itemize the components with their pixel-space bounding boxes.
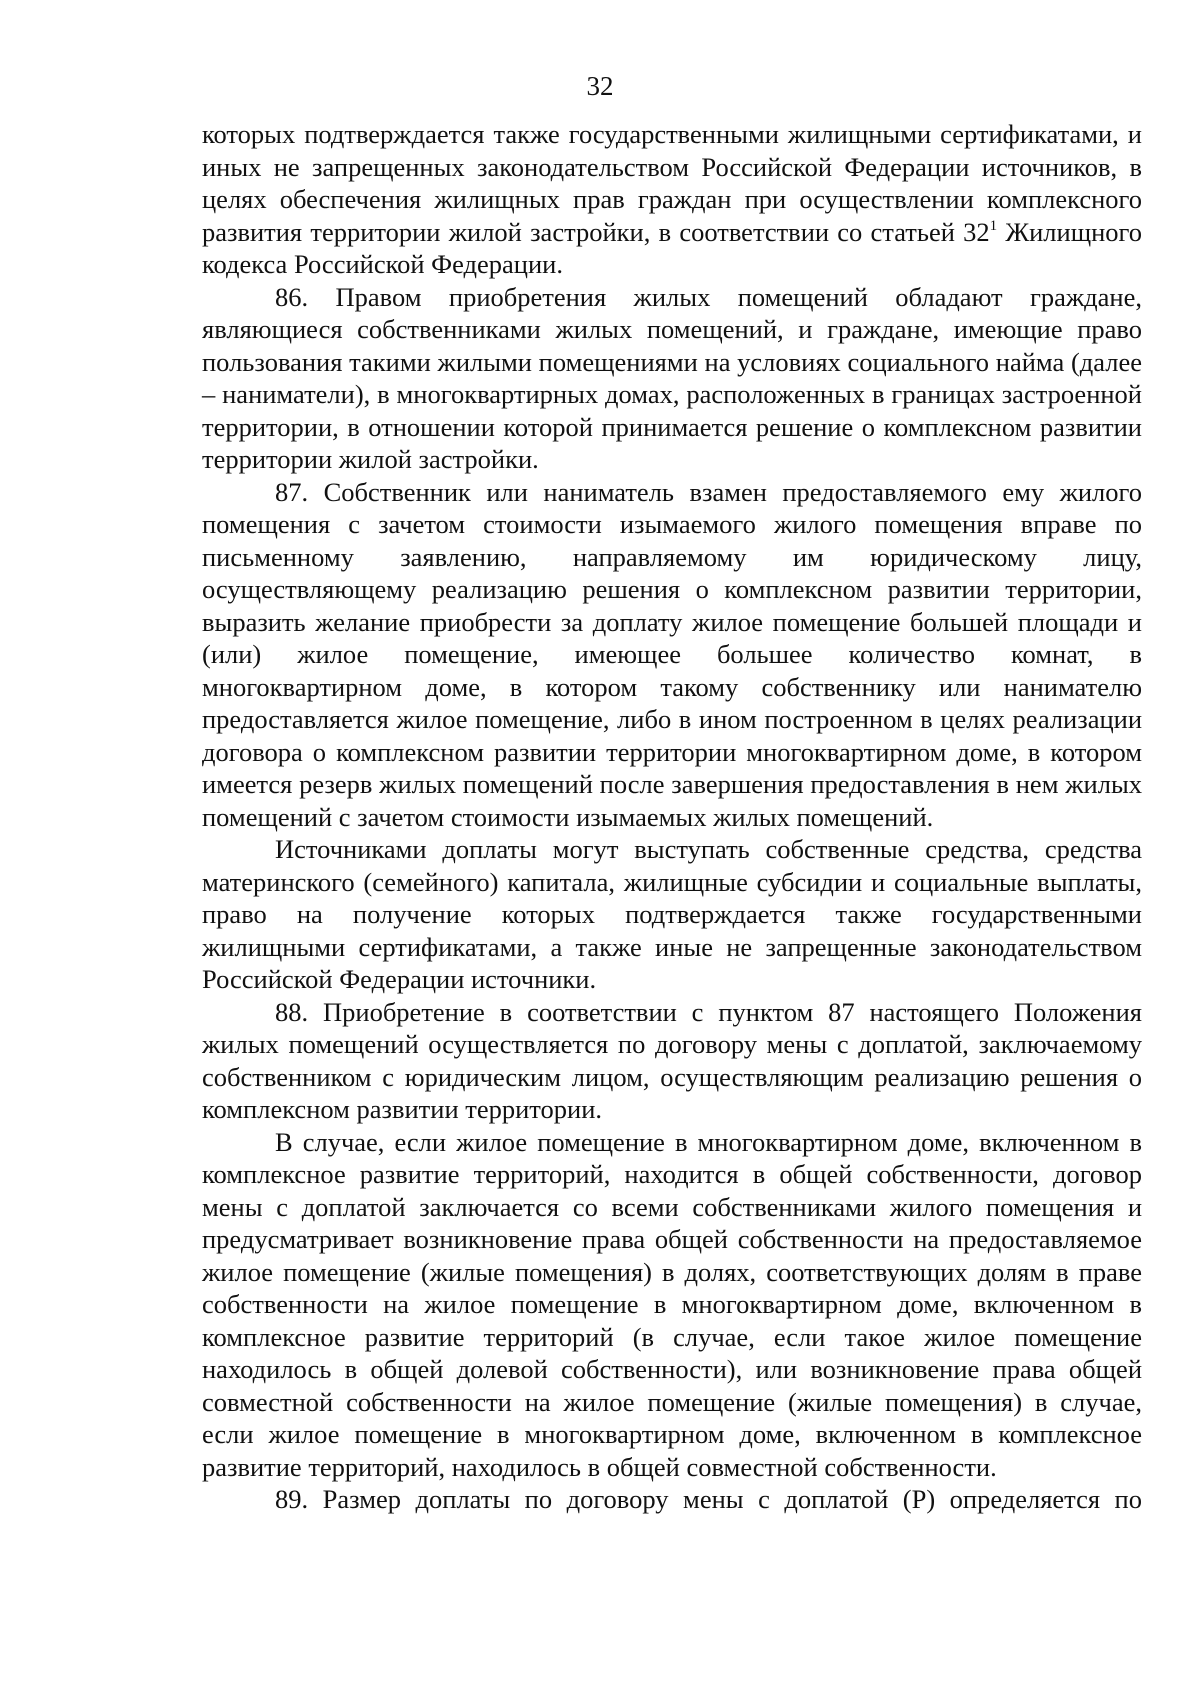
paragraph-text: которых подтверждается также государственными жилищными сертификатами, и иных не запрещенных законодательством Российской Федерации источников, в целях обеспечения жилищных прав граждан при осуществлении комплексного развития территории жилой застройки, в соответствии со статьей 32 [202,119,1142,247]
page-number: 32 [586,71,614,101]
paragraph-89: 89. Размер доплаты по договору мены с доплатой (Р) определяется по [275,1484,1142,1514]
paragraph-text: Жилищного кодекса Российской Федерации. [202,216,1142,279]
paragraph-continuation [202,118,1142,281]
paragraph-88: 88. Приобретение в соответствии с пунктом 87 настоящего Положения жилых помещений осуществляется по договору мены с доплатой, заключаемому собственником с юридическим лицом, осуществляющим реализацию решения о комплексном развитии территории. [202,996,1142,1124]
paragraph-88-common-ownership: В случае, если жилое помещение в многоквартирном доме, включенном в комплексное развитие территорий, находится в общей собственности, договор мены с доплатой заключается со всеми собственниками жилого помещения и предусматривает возникновение права общей собственности на предоставляемое жилое помещение (жилые помещения) в долях, соответствующих долям в праве собственности на жилое помещение в многоквартирном доме, включенном в комплексное развитие территорий (в случае, если такое жилое помещение находилось в общей долевой собственности), или возникновение права общей совместной собственности на жилое помещение (жилые помещения) в случае, если жилое помещение в многоквартирном доме, включенном в комплексное развитие территорий, находилось в общей совместной собственности. [202,1126,1142,1482]
paragraph-87-sources: Источниками доплаты могут выступать собственные средства, средства материнского (семейного) капитала, жилищные субсидии и социальные выплаты, право на получение которых подтверждается также государственными жилищными сертификатами, а также иные не запрещенные законодательством Российской Федерации источники. [202,834,1142,994]
paragraph-86: 86. Правом приобретения жилых помещений обладают граждане, являющиеся собственниками жилых помещений, и граждане, имеющие право пользования такими жилыми помещениями на условиях социального найма (далее – наниматели), в многоквартирных домах, расположенных в границах застроенной территории, в отношении которой принимается решение о комплексном развитии территории жилой застройки. [202,281,1142,474]
document-body [202,118,1142,1516]
superscript: 1 [989,217,998,234]
paragraph-87: 87. Собственник или наниматель взамен предоставляемого ему жилого помещения с зачетом стоимости изымаемого жилого помещения вправе по письменному заявлению, направляемому им юридическому лицу, осуществляющему реализацию решения о комплексном развитии территории, выразить желание приобрести за доплату жилое помещение большей площади и (или) жилое помещение, имеющее большее количество комнат, в многоквартирном доме, в котором такому собственнику или нанимателю предоставляется жилое помещение, либо в ином построенном в целях реализации договора о комплексном развитии территории многоквартирном доме, в котором имеется резерв жилых помещений после завершения предоставления в нем жилых помещений с зачетом стоимости изымаемых жилых помещений. [202,476,1142,832]
